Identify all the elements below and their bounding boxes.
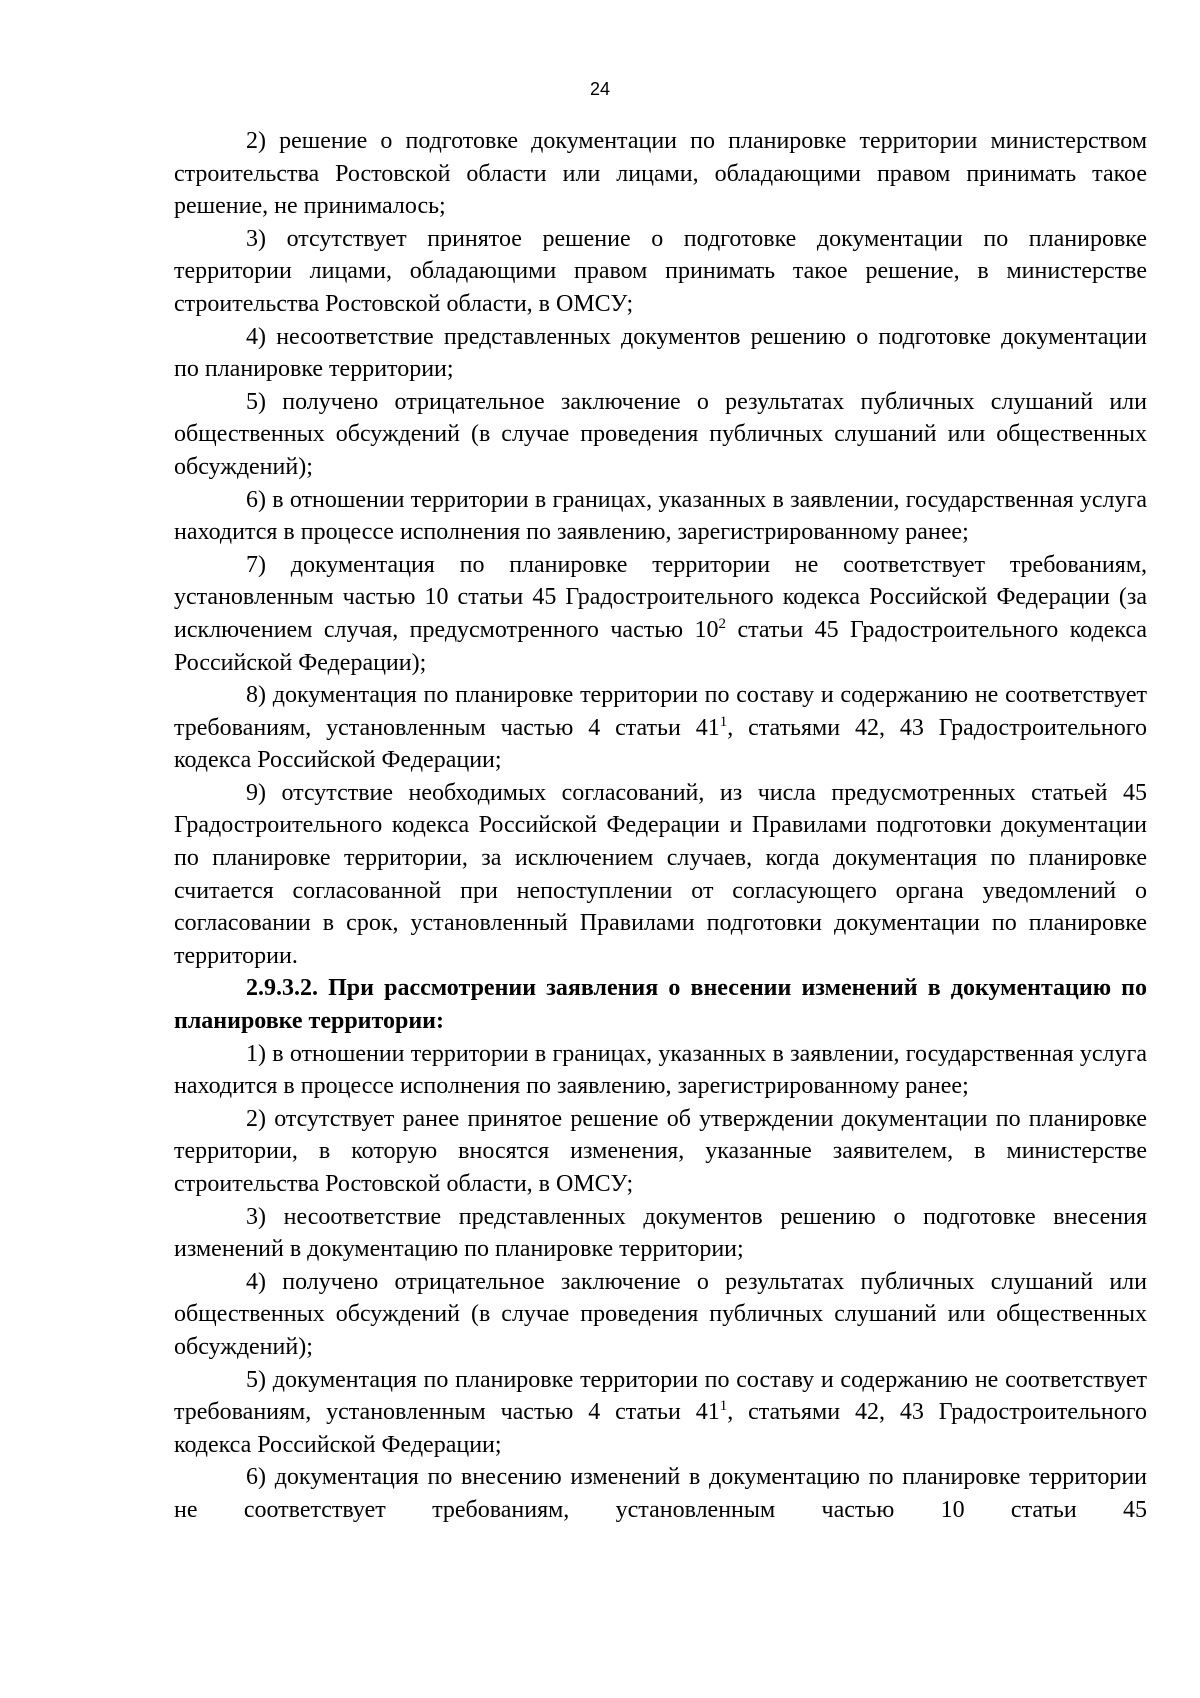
superscript-index: 2 [718,615,727,632]
paragraph-text-continued: статьи 45 Градостроительного кодекса Российской Федерации); [174,616,1147,676]
list-item-paragraph [174,1364,1147,1462]
paragraph-text: 4) несоответствие представленных документов решению о подготовке документации по планировке территории; [174,323,1147,383]
list-item-paragraph [174,1103,1147,1201]
list-item-paragraph [174,386,1147,484]
list-item-paragraph [174,679,1147,777]
document-body [174,125,1147,1527]
list-item-paragraph [174,777,1147,973]
paragraph-text: 6) документация по внесению изменений в документацию по планировке территории не соответствует требованиям, установленным частью 10 статьи 45 [174,1464,1147,1523]
paragraph-text: 6) в отношении территории в границах, указанных в заявлении, государственная услуга находится в процессе исполнения по заявлению, зарегистрированному ранее; [174,486,1147,546]
paragraph-text: 2.9.3.2. При рассмотрении заявления о внесении изменений в документацию по планировке территории: [174,975,1147,1035]
paragraph-text: 2) отсутствует ранее принятое решение об утверждении документации по планировке территории, в которую вносятся изменения, указанные заявителем, в министерстве строительства Ростовской области, в ОМСУ; [174,1105,1147,1197]
paragraph-text: 1) в отношении территории в границах, указанных в заявлении, государственная услуга находится в процессе исполнения по заявлению, зарегистрированному ранее; [174,1040,1147,1100]
superscript-index: 1 [719,1398,728,1415]
paragraph-text: 9) отсутствие необходимых согласований, из числа предусмотренных статьей 45 Градостроительного кодекса Российской Федерации и Правилами подготовки документации по планировке территории, за исключением случаев, когда документация по планировке считается согласованной при непоступлении от согласующего органа уведомлений о согласовании в срок, установленный Правилами подготовки документации по планировке территории. [174,779,1147,969]
superscript-index: 1 [719,713,728,730]
list-item-paragraph [174,223,1147,321]
list-item-paragraph [174,484,1147,549]
list-item-paragraph [174,321,1147,386]
list-item-paragraph [174,1266,1147,1364]
paragraph-text-continued: , статьями 42, 43 Градостроительного кодекса Российской Федерации; [174,1399,1147,1458]
list-item-paragraph [174,1201,1147,1266]
paragraph-text: 5) документация по планировке территории по составу и содержанию не соответствует требованиям, установленным частью 4 статьи 41 [174,1366,1147,1426]
paragraph-text: 8) документация по планировке территории по составу и содержанию не соответствует требованиям, установленным частью 4 статьи 41 [174,682,1147,741]
paragraph-text: 5) получено отрицательное заключение о результатах публичных слушаний или общественных обсуждений (в случае проведения публичных слушаний или общественных обсуждений); [174,388,1147,480]
paragraph-text: 4) получено отрицательное заключение о результатах публичных слушаний или общественных обсуждений (в случае проведения публичных слушаний или общественных обсуждений); [174,1268,1147,1360]
list-item-paragraph [174,1461,1147,1526]
paragraph-text: 3) отсутствует принятое решение о подготовке документации по планировке территории лицами, обладающими правом принимать такое решение, в министерстве строительства Ростовской области, в ОМСУ; [174,225,1147,317]
paragraph-text-continued: , статьями 42, 43 Градостроительного кодекса Российской Федерации; [174,714,1147,774]
list-item-paragraph [174,125,1147,223]
list-item-paragraph [174,549,1147,679]
paragraph-text: 2) решение о подготовке документации по планировке территории министерством строительства Ростовской области или лицами, обладающими правом принимать такое решение, не принималось; [174,128,1147,220]
paragraph-text: 3) несоответствие представленных документов решению о подготовке внесения изменений в документацию по планировке территории; [174,1203,1147,1263]
page-number: 24 [589,79,611,99]
paragraph-text: 7) документация по планировке территории не соответствует требованиям, установленным частью 10 статьи 45 Градостроительного кодекса Российской Федерации (за исключением случая, предусмотренного частью 10 [174,551,1147,643]
section-heading [174,972,1147,1037]
list-item-paragraph [174,1038,1147,1103]
